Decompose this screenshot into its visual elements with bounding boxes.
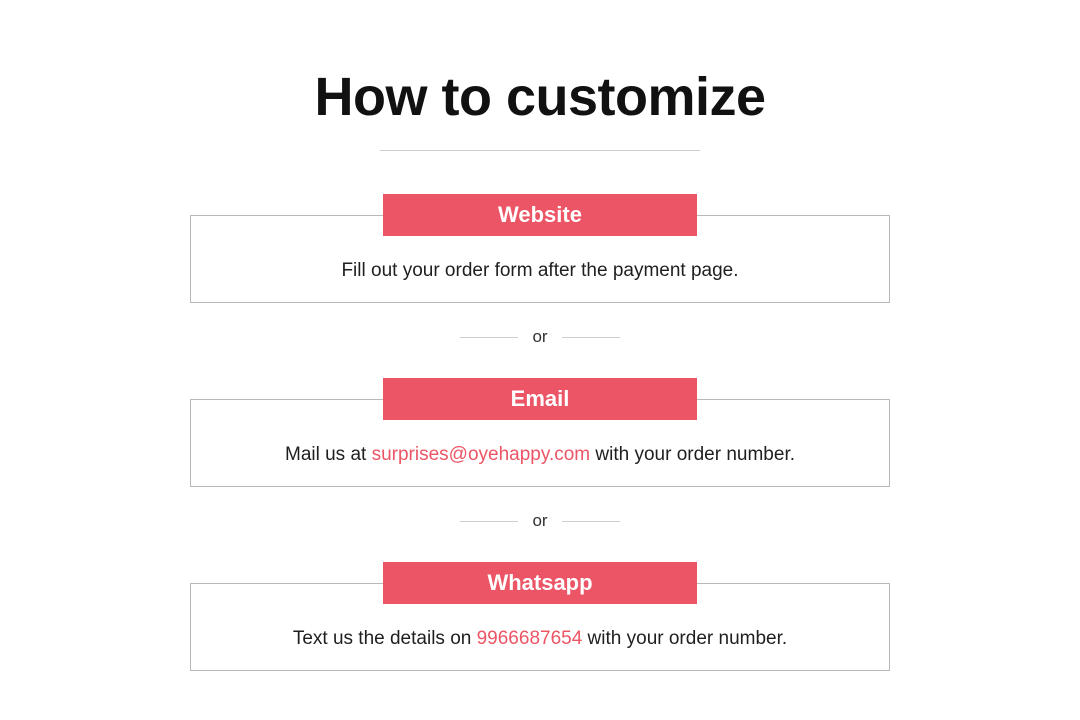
or-line-right-2 [562,521,620,522]
card-text-whatsapp [293,627,787,652]
card-email [190,386,890,487]
card-text-email [285,443,795,468]
card-text-whatsapp-before: Text us the details on [292,628,477,650]
card-whatsapp [190,570,890,671]
section-website [0,193,1080,303]
card-text-email-after: with your order number. [590,444,795,466]
card-text-whatsapp-after: with your order number. [582,628,788,650]
section-email [0,377,1080,487]
title-divider [380,150,700,151]
card-label-whatsapp: Whatsapp [383,562,697,604]
sections-container [0,193,1080,671]
or-separator-1 [190,327,890,347]
or-line-left-2 [460,521,518,522]
email-address-link[interactable]: surprises@oyehappy.com [371,444,591,466]
card-text-website-before: Fill out your order form after the payment page. [341,260,739,282]
card-text-email-before: Mail us at [285,444,372,466]
or-line-right-1 [562,337,620,338]
or-line-left-1 [460,337,518,338]
or-separator-2 [190,511,890,531]
card-website [190,202,890,303]
page-title: How to customize [314,67,766,127]
whatsapp-number-link[interactable]: 9966687654 [476,628,583,650]
card-text-website [341,259,738,284]
or-label-1: or [532,327,548,347]
section-whatsapp [0,561,1080,671]
card-label-email: Email [383,378,697,420]
or-label-2: or [532,511,548,531]
card-label-website: Website [383,194,697,236]
